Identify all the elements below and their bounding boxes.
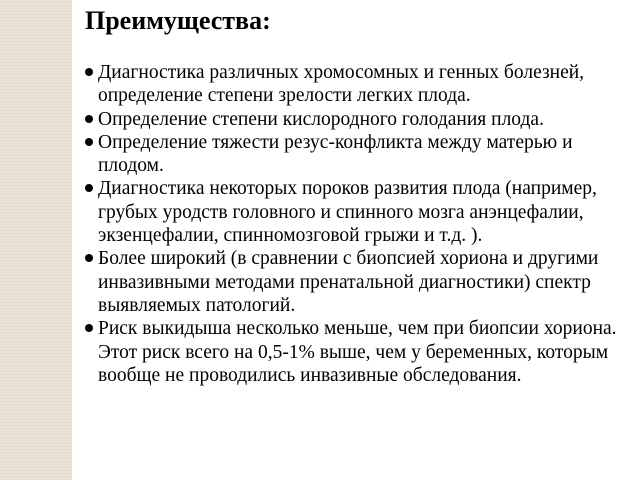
bullet-item-miscarriage-risk: [85, 317, 633, 387]
bullet-dot-icon: [85, 324, 93, 332]
bullet-text: Риск выкидыша несколько меньше, чем при биопсии хориона. Этот риск всего на 0,5-1% выше, чем у беременных, которым вообще не проводились инвазивные обследования.: [98, 318, 617, 386]
bullet-dot-icon: [85, 115, 93, 123]
bullet-item-malformations: [85, 177, 633, 247]
slide-title: Преимущества:: [85, 6, 271, 35]
bullet-item-pathology-spectrum: [85, 247, 633, 317]
bullet-text: Определение тяжести резус-конфликта между матерью и плодом.: [98, 131, 573, 177]
bullet-text: Более широкий (в сравнении с биопсией хориона и другими инвазивными методами пренатальной диагностики) спектр выявляемых патологий.: [98, 248, 599, 316]
bullet-item-hypoxia: [85, 108, 633, 131]
bullet-dot-icon: [85, 184, 93, 192]
slide-content: [72, 0, 640, 480]
bullet-item-diagnostics: [85, 61, 633, 108]
decorative-left-strip: [0, 0, 72, 480]
bullet-text: Диагностика некоторых пороков развития плода (например, грубых уродств головного и спинного мозга анэнцефалии, экзенцефалии, спинномозговой грыжи и т.д. ).: [98, 178, 597, 247]
bullet-item-rh-conflict: [85, 131, 633, 178]
bullet-text: Диагностика различных хромосомных и генных болезней, определение степени зрелости легких плода.: [98, 62, 585, 107]
bullet-dot-icon: [85, 254, 93, 262]
bullet-list: [85, 61, 633, 387]
bullet-text: Определение степени кислородного голодания плода.: [98, 108, 544, 130]
bullet-dot-icon: [85, 138, 93, 146]
bullet-dot-icon: [85, 68, 93, 76]
